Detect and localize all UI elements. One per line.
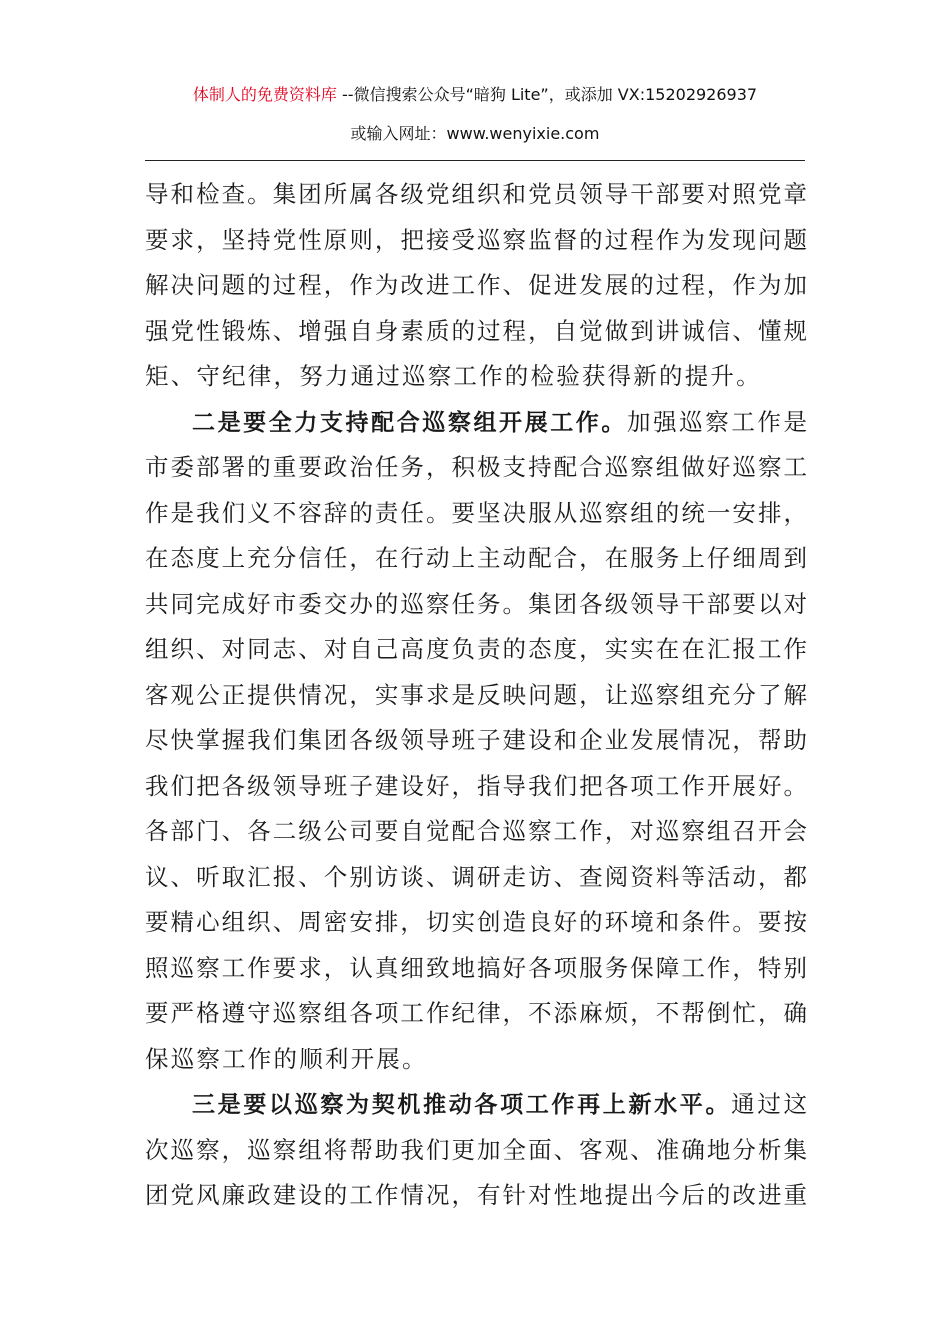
text-line: 导和检查。集团所属各级党组织和党员领导干部要对照党章 <box>145 180 807 208</box>
document-body <box>145 172 807 1219</box>
text-line: 解决问题的过程，作为改进工作、促进发展的过程，作为加 <box>145 271 807 299</box>
text-line: 议、听取汇报、个别访谈、调研走访、查阅资料等活动，都 <box>145 862 807 891</box>
text-span: 加强巡察工作是 <box>626 407 808 436</box>
header-promo-line <box>145 82 805 108</box>
text-line: 团党风廉政建设的工作情况，有针对性地提出今后的改进重 <box>145 1181 807 1209</box>
text-line: 要求，坚持党性原则，把接受巡察监督的过程作为发现问题 <box>145 225 807 254</box>
paragraph-2 <box>145 400 807 1083</box>
text-line: 要精心组织、周密安排，切实创造良好的环境和条件。要按 <box>145 908 807 936</box>
text-line: 组织、对同志、对自己高度负责的态度，实实在在汇报工作 <box>145 635 807 663</box>
paragraph-heading: 三是要以巡察为契机推动各项工作再上新水平。 <box>192 1092 732 1118</box>
header-brand: 体制人的免费资料库 <box>192 85 337 104</box>
text-line: 保巡察工作的顺利开展。 <box>145 1044 428 1073</box>
text-line: 要严格遵守巡察组各项工作纪律，不添麻烦，不帮倒忙，确 <box>145 999 807 1027</box>
paragraph-1 <box>145 172 807 400</box>
text-line: 矩、守纪律，努力通过巡察工作的检验获得新的提升。 <box>145 362 762 390</box>
text-line: 照巡察工作要求，认真细致地搞好各项服务保障工作，特别 <box>145 953 807 982</box>
text-line: 强党性锻炼、增强自身素质的过程，自觉做到讲诚信、懂规 <box>145 316 807 345</box>
text-line: 在态度上充分信任，在行动上主动配合，在服务上仔细周到 <box>145 544 807 572</box>
paragraph-heading: 二是要全力支持配合巡察组开展工作。 <box>192 409 627 436</box>
text-span: 通过这 <box>731 1090 808 1118</box>
paragraph-first-line <box>145 1082 807 1128</box>
text-line: 作是我们义不容辞的责任。要坚决服从巡察组的统一安排， <box>145 498 807 527</box>
text-line: 各部门、各二级公司要自觉配合巡察工作，对巡察组召开会 <box>145 817 807 845</box>
header-divider <box>145 160 805 161</box>
text-line: 共同完成好市委交办的巡察任务。集团各级领导干部要以对 <box>145 589 807 618</box>
header-promo: --微信搜索公众号“暗狗 Lite”，或添加 VX:15202926937 <box>336 85 758 104</box>
header-url-line: 或输入网址：www.wenyixie.com <box>350 124 600 143</box>
paragraph-3 <box>145 1082 807 1219</box>
text-line: 市委部署的重要政治任务，积极支持配合巡察组做好巡察工 <box>145 453 807 481</box>
text-line: 客观公正提供情况，实事求是反映问题，让巡察组充分了解 <box>145 680 807 709</box>
watermark-header <box>145 82 805 146</box>
text-line: 次巡察，巡察组将帮助我们更加全面、客观、准确地分析集 <box>145 1135 807 1164</box>
text-line: 我们把各级领导班子建设好，指导我们把各项工作开展好。 <box>145 771 807 800</box>
paragraph-first-line <box>145 400 807 446</box>
text-line: 尽快掌握我们集团各级领导班子建设和企业发展情况，帮助 <box>145 726 807 754</box>
